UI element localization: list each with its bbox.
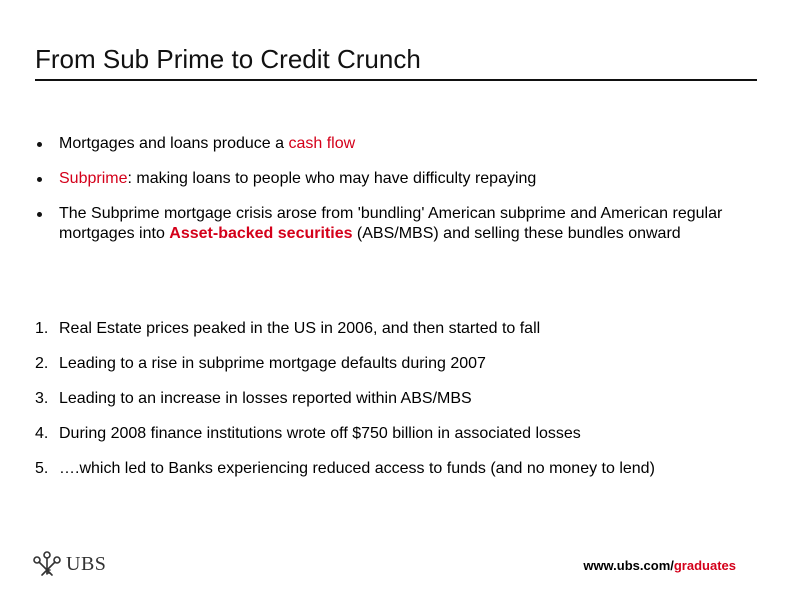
item-number: 2. [35, 355, 49, 372]
bullet-item [37, 204, 757, 244]
item-text: Real Estate prices peaked in the US in 2006, and then started to fall [59, 320, 541, 337]
ubs-keys-icon [32, 550, 62, 578]
numbered-item [35, 389, 757, 409]
bullet-dot-icon [37, 212, 42, 217]
numbered-item [35, 459, 757, 479]
bullet-list [37, 134, 757, 259]
bullet-text-post: : making loans to people who may have difficulty repaying [127, 170, 537, 187]
title-divider [35, 79, 757, 81]
bullet-text: Mortgages and loans produce a [59, 135, 289, 152]
bullet-text: The Subprime mortgage crisis arose from 'bundling' American subprime and American regular mortgages into [59, 205, 723, 242]
numbered-item [35, 424, 757, 444]
item-number: 5. [35, 460, 49, 477]
bullet-text-post: (ABS/MBS) and selling these bundles onward [352, 225, 681, 242]
bullet-highlight: cash flow [288, 135, 356, 152]
bullet-item [37, 134, 757, 154]
item-text: During 2008 finance institutions wrote off $750 billion in associated losses [59, 425, 581, 442]
bullet-highlight: Subprime [59, 170, 128, 187]
item-number: 1. [35, 320, 49, 337]
numbered-item [35, 319, 757, 339]
numbered-list [35, 319, 757, 494]
footer-url[interactable] [583, 558, 736, 573]
slide-title: From Sub Prime to Credit Crunch [35, 44, 421, 74]
item-text: Leading to a rise in subprime mortgage defaults during 2007 [59, 355, 486, 372]
item-number: 3. [35, 390, 49, 407]
footer-url-domain[interactable]: www.ubs.com/ [583, 558, 674, 573]
item-text: Leading to an increase in losses reported within ABS/MBS [59, 390, 472, 407]
ubs-logo [32, 550, 106, 578]
bullet-dot-icon [37, 142, 42, 147]
bullet-highlight: Asset-backed securities [169, 225, 353, 242]
ubs-logo-text: UBS [66, 552, 107, 575]
numbered-item [35, 354, 757, 374]
bullet-item [37, 169, 757, 189]
footer-url-path[interactable]: graduates [673, 558, 736, 573]
item-number: 4. [35, 425, 49, 442]
bullet-dot-icon [37, 177, 42, 182]
item-text: ….which led to Banks experiencing reduced access to funds (and no money to lend) [59, 460, 655, 477]
